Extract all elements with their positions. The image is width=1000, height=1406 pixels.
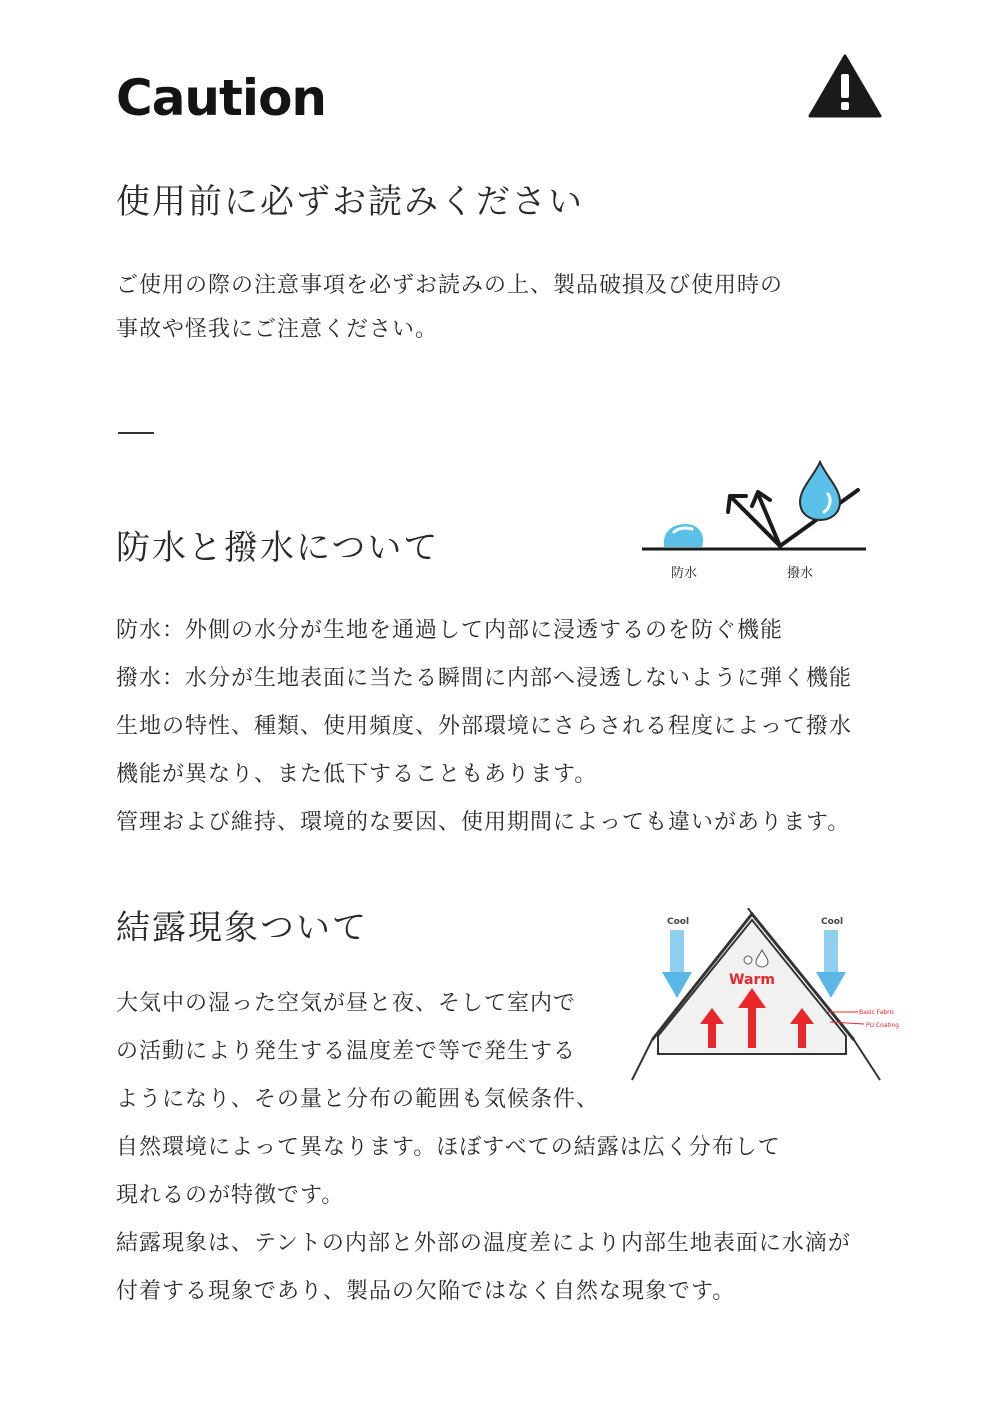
paragraph-line: 防水：外側の水分が生地を通過して内部に浸透するのを防ぐ機能 — [116, 618, 784, 643]
page-title: Caution — [116, 69, 327, 127]
paragraph-line: 生地の特性、種類、使用頻度、外部環境にさらされる程度によって撥水 — [116, 714, 853, 739]
label-repellent: 撥水 — [786, 566, 814, 581]
condensation-text — [116, 980, 851, 1316]
water-drop-icon — [800, 462, 840, 520]
paragraph-line: 付着する現象であり、製品の欠陥ではなく自然な現象です。 — [116, 1279, 736, 1304]
label-waterproof: 防水 — [670, 566, 698, 581]
paragraph-line: の活動により発生する温度差で等で発生する — [116, 1039, 577, 1064]
paragraph-line: 自然環境によって異なります。ほぼすべての結露は広く分布して — [116, 1135, 781, 1160]
waterproof-text — [116, 607, 852, 847]
warm-label: Warm — [729, 972, 775, 988]
basic-fabric-label: Basic Fabric — [859, 1009, 895, 1016]
waterproof-diagram — [640, 460, 870, 590]
intro-line: 事故や怪我にご注意ください。 — [116, 317, 439, 342]
paragraph-line: 管理および維持、環境的な要因、使用期間によっても違いがあります。 — [116, 810, 851, 835]
warning-icon — [808, 54, 882, 118]
paragraph-line: 結露現象は、テントの内部と外部の温度差により内部生地表面に水滴が — [116, 1231, 851, 1256]
paragraph-line: 機能が異なり、また低下することもあります。 — [116, 762, 598, 787]
paragraph-line: 現れるのが特徴です。 — [116, 1183, 345, 1208]
cool-label-right: Cool — [820, 917, 844, 927]
condensation-heading: 結露現象ついて — [116, 908, 368, 948]
pu-coating-label: PU Coating — [866, 1022, 900, 1029]
cool-label-left: Cool — [666, 917, 690, 927]
paragraph-line: ようになり、その量と分布の範囲も気候条件、 — [116, 1087, 600, 1112]
paragraph-line: 撥水：水分が生地表面に当たる瞬間に内部へ浸透しないように弾く機能 — [116, 666, 853, 691]
intro-line: ご使用の際の注意事項を必ずお読みの上、製品破損及び使用時の — [116, 273, 784, 298]
paragraph-line: 大気中の湿った空気が昼と夜、そして室内で — [116, 991, 577, 1016]
section-divider — [118, 432, 154, 434]
intro-text — [116, 264, 783, 352]
intro-heading: 使用前に必ずお読みください — [116, 182, 584, 222]
waterproof-heading: 防水と撥水について — [116, 528, 440, 568]
